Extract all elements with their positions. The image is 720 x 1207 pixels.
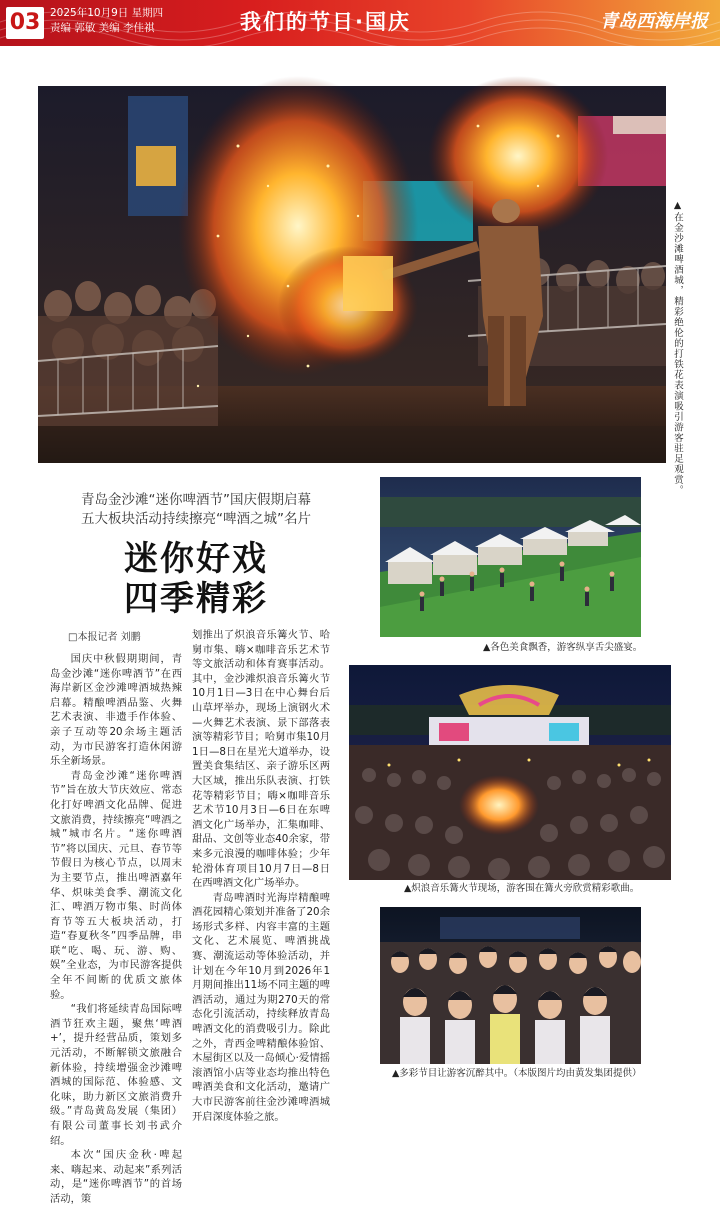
- paragraph: 国庆中秋假期期间，青岛金沙滩“迷你啤酒节”在西海岸新区金沙滩啤酒城热辣启幕。精酿啤酒品鉴、火舞艺术表演、非遗手作体验、亲子互动等20余场主题活动，为市民游客打造休闲游乐全新场景。: [50, 653, 182, 768]
- audience-photo: [380, 907, 641, 1064]
- paragraph: 划推出了炽浪音乐篝火节、哈舅市集、嗨×咖啡音乐艺术节等文旅活动和体育赛事活动。其中，金沙滩炽浪音乐篝火节10月1日—3日在中心舞台后山草坪举办，现场上演钢火术—火舞艺术表演、景下部落表演等精彩节目；哈舅市集10月1日—8日在星光大道举办，设置美食集结区、亲子游乐区两大区域，推出乐队表演、打铁花等精彩节目；嗨×咖啡音乐艺术节10月3日—6日在东啤酒文化广场举办，汇集咖啡、甜品、文创等业态40余家，带来多元浪漫的咖啡体验；少年轮滑体育项目10月7日—8日在西啤酒文化广场举办。: [192, 629, 330, 890]
- top-photo-caption: ▲在金沙滩啤酒城，精彩绝伦的打铁花表演吸引游客驻足观赏。: [672, 200, 683, 496]
- fire-performance-photo: [38, 86, 666, 463]
- page-number: 03: [6, 7, 44, 39]
- audience-caption: ▲多彩节目让游客沉醉其中。（本版图片均由黄发集团提供）: [392, 1068, 642, 1079]
- paragraph: “我们将延续青岛国际啤酒节狂欢主题，聚焦‘啤酒+’，提升经营品质，策划多元活动，不断解锁文旅融合新体验，持续增强金沙滩啤酒城的国际范、体验感、文化味，助力新区文旅消费升级。”青岛黄岛发展（集团）有限公司董事长刘书武介绍。: [50, 1003, 182, 1147]
- paragraph: 青岛金沙滩“迷你啤酒节”旨在放大节庆效应、常态化打好啤酒文化品牌、促进文旅消费，持续擦亮“啤酒之城”城市名片。“迷你啤酒节”将以国庆、元旦、春节等节假日为核心节点，以周末为主要节点，推出啤酒嘉年华、炽味美食季、潮流文化汇、啤酒万物市集、时尚体育节等五大板块活动，打造“春夏秋冬”四季品牌，串联“吃、喝、玩、游、购、娱”全业态，为市民游客提供全年不间断的优质文旅体验。: [50, 769, 182, 1001]
- article-column-1: [50, 652, 182, 1205]
- sub-headline-1: 青岛金沙滩“迷你啤酒节”国庆假期启幕: [81, 492, 311, 508]
- article-column-2: [192, 628, 330, 1123]
- newspaper-logo: 青岛西海岸报: [600, 11, 708, 32]
- bonfire-caption: ▲炽浪音乐篝火节现场，游客围在篝火旁欣赏精彩歌曲。: [404, 883, 640, 894]
- food-market-caption: ▲各色美食飘香，游客纵享舌尖盛宴。: [483, 642, 643, 653]
- food-market-photo: [380, 477, 641, 637]
- main-headline-line-2: 四季精彩: [124, 579, 268, 619]
- paragraph: 青岛啤酒时光海岸精酿啤酒花园精心策划并准备了20余场形式多样、内容丰富的主题文化、艺术展览、啤酒挑战赛、潮流运动等体验活动，并计划在今年10月到2026年1月期间推出11场不同主题的啤酒活动，通过为期270天的常态化引流活动，持续释放青岛啤酒文化的消费吸引力。除此之外，青西金啤精酿体验馆、木屋街区以及一岛倾心·爱情摇滚酒馆小店等业态均推出特色啤酒美食和文化活动，邀请广大市民游客前往金沙滩啤酒城开启深度体验之旅。: [192, 891, 330, 1123]
- main-headline-line-1: 迷你好戏: [124, 539, 268, 579]
- page-header: [0, 0, 720, 46]
- byline: □本报记者 刘鹏: [68, 632, 141, 643]
- section-title: 我们的节日·国庆: [240, 10, 411, 34]
- editors-credit: 责编 郭敏 美编 李佳祺: [50, 22, 155, 34]
- paragraph: 本次“国庆金秋·啤起来、嗨起来、动起来”系列活动，是“迷你啤酒节”的首场活动，策: [50, 1149, 182, 1205]
- issue-date: 2025年10月9日 星期四: [50, 7, 164, 19]
- bonfire-festival-photo: [349, 665, 671, 880]
- sub-headline-2: 五大板块活动持续擦亮“啤酒之城”名片: [81, 511, 311, 527]
